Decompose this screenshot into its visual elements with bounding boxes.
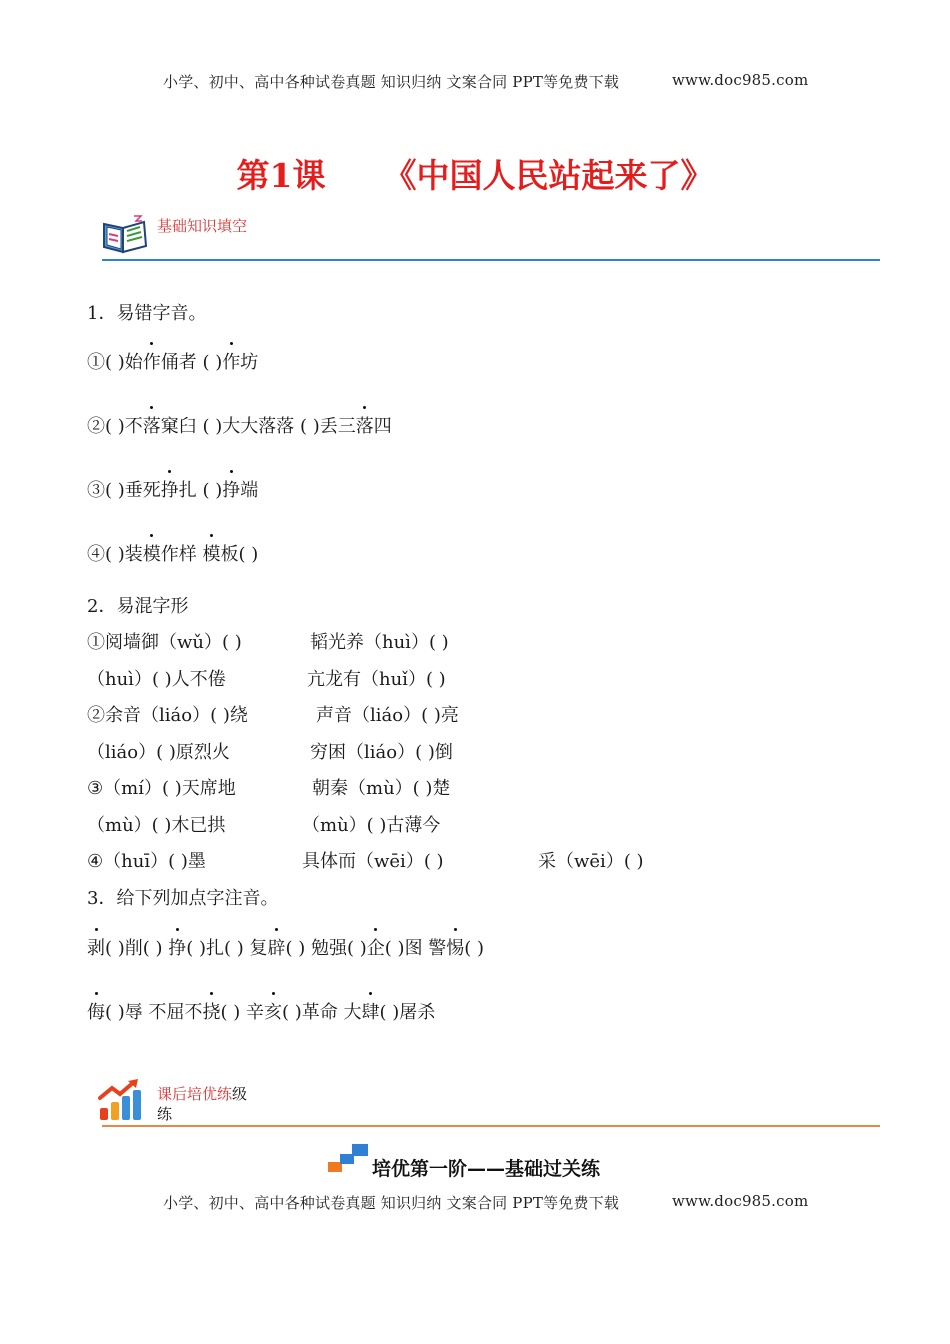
dotted-char: 落 xyxy=(143,412,161,438)
q2-line-6b: （mù）( )古薄今 xyxy=(302,815,441,836)
dotted-char: 亥 xyxy=(264,998,282,1024)
q1-item-2-text-a: ②( )不 xyxy=(87,416,143,437)
page-header-url[interactable]: www.doc985.com xyxy=(672,71,809,89)
subsection-title: 培优第一阶——基础过关练 xyxy=(372,1158,601,1180)
steps-icon xyxy=(328,1142,370,1174)
section-label-red: 课后培优练 xyxy=(157,1085,233,1103)
q1-item-3-text-b: 扎 ( ) xyxy=(178,480,223,501)
q2-line-3a: ②余音（liáo）( )绕 xyxy=(87,705,248,726)
open-book-icon xyxy=(100,212,150,256)
section-label-black-2: 练 xyxy=(157,1105,173,1123)
q1-heading: 1．易错字音。 xyxy=(87,303,207,324)
q1-item-2-text-c: 四 xyxy=(373,416,392,437)
dotted-char: 挣 xyxy=(168,934,186,960)
dotted-char: 模 xyxy=(143,540,161,566)
dotted-char: 挠 xyxy=(203,998,221,1024)
dotted-char: 剥 xyxy=(87,934,105,960)
q2-line-4a: （liáo）( )原烈火 xyxy=(87,742,230,763)
q3-row-1-text: ( ) 勉强( ) xyxy=(285,938,367,959)
page-footer-url[interactable]: www.doc985.com xyxy=(672,1192,809,1210)
dotted-char: 作 xyxy=(143,348,161,374)
bar-chart-arrow-icon xyxy=(98,1078,144,1122)
lesson-name: 《中国人民站起来了》 xyxy=(383,156,714,195)
dotted-char: 落 xyxy=(356,412,374,438)
dotted-char: 挣 xyxy=(222,476,240,502)
q3-row-2-text: ( ) 辛 xyxy=(220,1002,264,1023)
q2-line-3b: 声音（liáo）( )亮 xyxy=(316,705,459,726)
q3-row-1-text: ( )削( ) xyxy=(105,938,169,959)
dotted-char: 肆 xyxy=(362,998,380,1024)
q2-line-2a: （huì）( )人不倦 xyxy=(87,669,226,690)
q2-line-7c: 采（wēi）( ) xyxy=(538,851,644,872)
q1-item-3 xyxy=(87,476,258,502)
section-label-black: 级 xyxy=(232,1085,248,1103)
q1-item-3-text-c: 端 xyxy=(240,480,259,501)
page-title xyxy=(0,150,950,197)
q1-item-1-text-a: ①( )始 xyxy=(87,352,143,373)
q1-item-1-text-c: 坊 xyxy=(240,352,259,373)
page-header-text: 小学、初中、高中各种试卷真题 知识归纳 文案合同 PPT等免费下载 xyxy=(163,73,620,91)
q1-item-1 xyxy=(87,348,258,374)
q3-heading: 3．给下列加点字注音。 xyxy=(87,888,279,909)
q3-row-1-text: ( )图 警 xyxy=(384,938,447,959)
q1-item-4-text-b: 作样 xyxy=(160,544,203,565)
q3-row-1-text: ( )扎( ) 复 xyxy=(186,938,268,959)
dotted-char: 侮 xyxy=(87,998,105,1024)
section-label-after-class xyxy=(157,1083,247,1104)
q3-row-1-text: ( ) xyxy=(464,938,485,959)
q2-line-6a: （mù）( )木已拱 xyxy=(87,815,226,836)
dotted-char: 辟 xyxy=(268,934,286,960)
q2-heading: 2．易混字形 xyxy=(87,596,189,617)
section-label-wrap xyxy=(157,1103,172,1124)
dotted-char: 企 xyxy=(367,934,385,960)
q1-item-4-text-c: 板( ) xyxy=(220,544,259,565)
section-label-basic: 基础知识填空 xyxy=(157,217,248,235)
q1-item-3-text-a: ③( )垂死 xyxy=(87,480,161,501)
q3-row-1 xyxy=(87,934,484,960)
lesson-number: 第1课 xyxy=(236,156,326,195)
q2-line-5a: ③（mí）( )天席地 xyxy=(87,778,236,799)
dotted-char: 惕 xyxy=(446,934,464,960)
q1-item-1-text-b: 俑者 ( ) xyxy=(160,352,223,373)
dotted-char: 作 xyxy=(222,348,240,374)
q2-line-2b: 亢龙有（huǐ）( ) xyxy=(307,669,446,690)
q2-line-1a: ①阅墙御（wǔ）( ) xyxy=(87,632,242,653)
q2-line-1b: 韬光养（huì）( ) xyxy=(310,632,449,653)
q2-line-7a: ④（huī）( )墨 xyxy=(87,851,206,872)
q1-item-4-text-a: ④( )装 xyxy=(87,544,143,565)
q3-row-2-text: ( )屠杀 xyxy=(379,1002,436,1023)
q2-line-4b: 穷困（liáo）( )倒 xyxy=(310,742,453,763)
q3-row-2-text: ( )革命 大 xyxy=(282,1002,362,1023)
q2-line-5b: 朝秦（mù）( )楚 xyxy=(312,778,451,799)
q2-line-7b: 具体而（wēi）( ) xyxy=(302,851,444,872)
section-divider-orange xyxy=(102,1125,880,1127)
page-footer-text: 小学、初中、高中各种试卷真题 知识归纳 文案合同 PPT等免费下载 xyxy=(163,1194,620,1212)
dotted-char: 模 xyxy=(203,540,221,566)
q3-row-2 xyxy=(87,998,435,1024)
q1-item-2 xyxy=(87,412,392,438)
q1-item-2-text-b: 窠臼 ( )大大落落 ( )丢三 xyxy=(160,416,356,437)
q1-item-4 xyxy=(87,540,258,566)
section-divider-blue xyxy=(102,259,880,261)
dotted-char: 挣 xyxy=(161,476,179,502)
q3-row-2-text: ( )辱 不屈不 xyxy=(105,1002,203,1023)
